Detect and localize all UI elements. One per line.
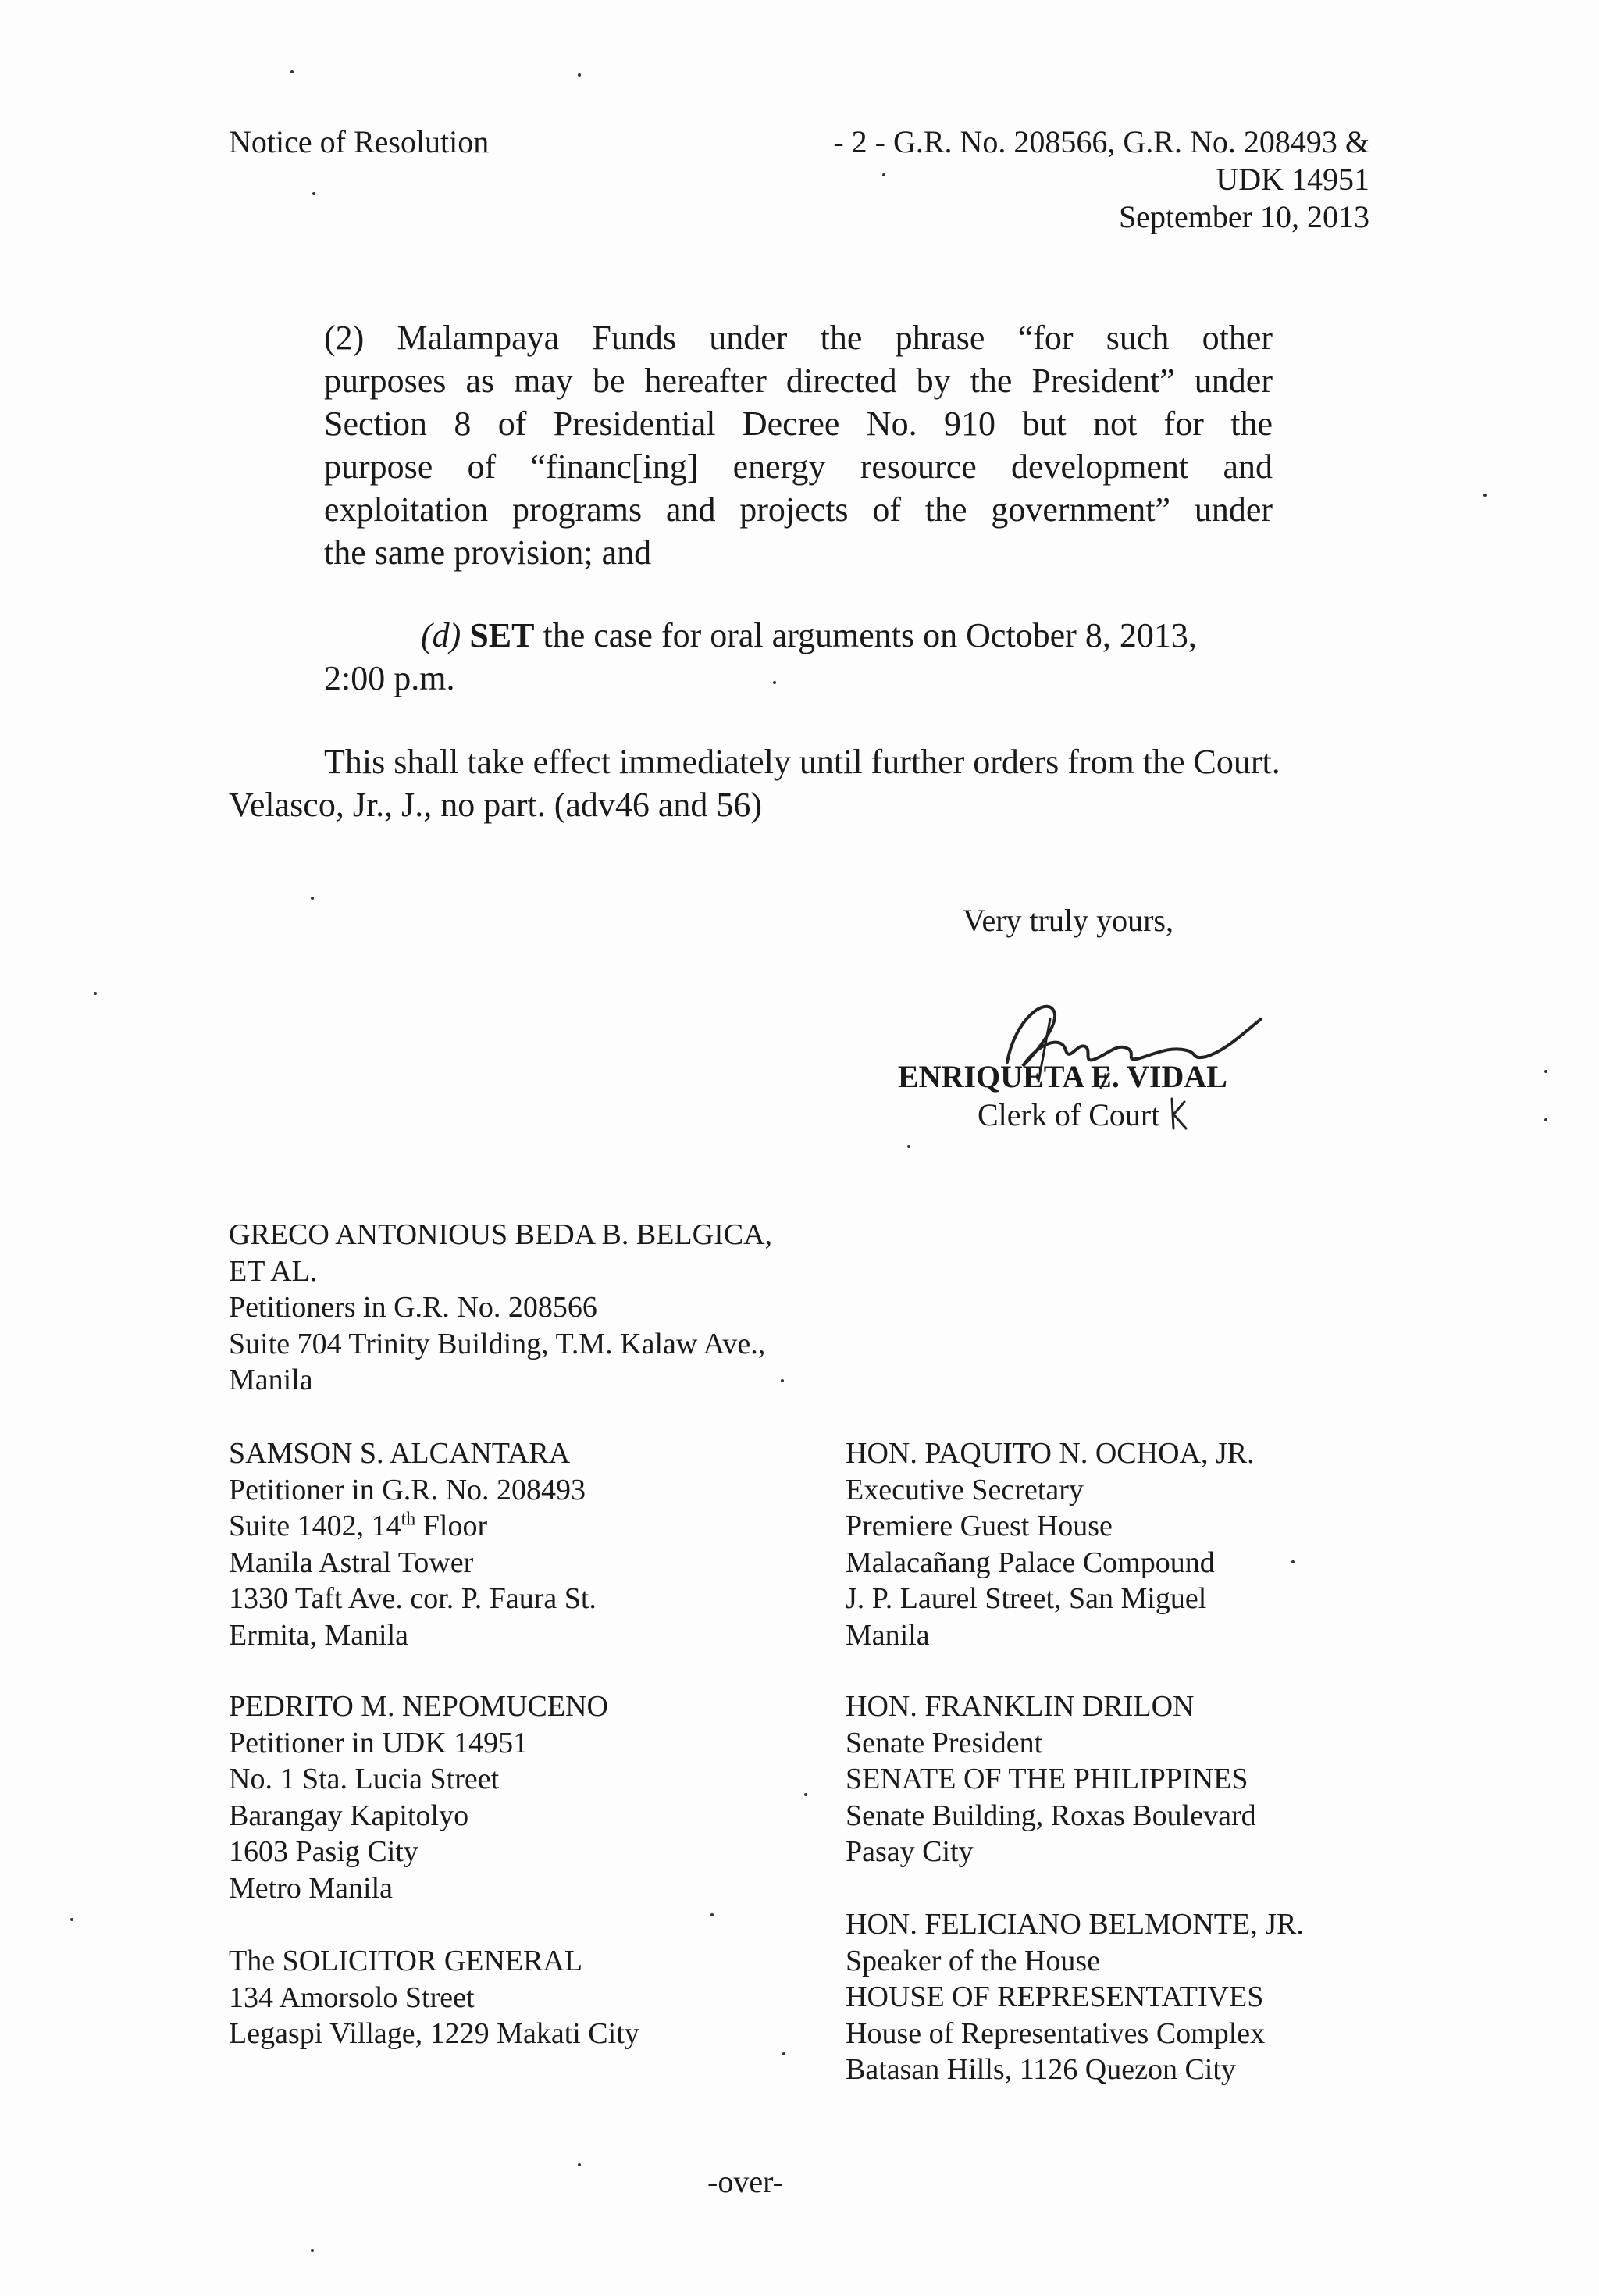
addressee-line: Manila: [229, 1364, 313, 1396]
addressee-drilon: [846, 1688, 1256, 1870]
effect-paragraph: [229, 740, 1373, 826]
scan-speck: [1544, 1118, 1547, 1121]
addressee-line: Metro Manila: [229, 1871, 394, 1905]
addressee-line: Senate Building, Roxas Boulevard: [846, 1799, 1256, 1832]
header-date: September 10, 2013: [1118, 199, 1369, 234]
paragraph-line: the same provision; and: [324, 533, 652, 572]
addressee-line: Ermita, Manila: [229, 1618, 409, 1652]
addressee-alcantara: [229, 1435, 597, 1653]
addressee-solicitor-general: [229, 1943, 639, 2052]
scan-speck: [70, 1918, 73, 1921]
floor-ordinal-suffix: th: [401, 1509, 416, 1530]
order-time: 2:00 p.m.: [324, 659, 455, 697]
addressee-ochoa: [846, 1435, 1255, 1653]
addressee-line: The SOLICITOR GENERAL: [229, 1945, 583, 1977]
scan-speck: [1483, 494, 1487, 497]
scan-speck: [907, 1145, 910, 1148]
addressee-line: Petitioner in UDK 14951: [229, 1726, 529, 1759]
addressee-line: HON. FRANKLIN DRILON: [846, 1690, 1195, 1723]
addressee-line: Manila Astral Tower: [229, 1546, 474, 1579]
order-keyword: SET: [469, 616, 535, 654]
order-set-oral-arguments: [324, 614, 1197, 700]
addressee-line: HON. FELICIANO BELMONTE, JR.: [846, 1908, 1304, 1941]
addressee-line: [229, 1508, 597, 1545]
scan-speck: [311, 897, 314, 900]
addressee-line: SENATE OF THE PHILIPPINES: [846, 1763, 1248, 1795]
header-udk-number: UDK 14951: [1216, 162, 1369, 197]
addressee-line: HON. PAQUITO N. OCHOA, JR.: [846, 1437, 1255, 1470]
signatory-name: ENRIQUETA E. VIDAL: [898, 1059, 1227, 1094]
addressee-line: Petitioners in G.R. No. 208566: [229, 1291, 597, 1324]
scan-speck: [804, 1793, 807, 1796]
addressee-belgica: [229, 1217, 772, 1399]
addressee-line: SAMSON S. ALCANTARA: [229, 1437, 571, 1470]
addressee-line: GRECO ANTONIOUS BEDA B. BELGICA,: [229, 1218, 773, 1251]
scan-speck: [578, 2163, 581, 2166]
addressee-line: 134 Amorsolo Street: [229, 1980, 475, 2014]
scan-speck: [1291, 1560, 1295, 1563]
scan-speck: [1544, 1070, 1547, 1073]
addressee-line: Pasay City: [846, 1835, 974, 1868]
header-case-info: [833, 123, 1369, 236]
addressee-line: HOUSE OF REPRESENTATIVES: [846, 1980, 1264, 2013]
addressee-line: Premiere Guest House: [846, 1510, 1113, 1542]
header-case-numbers: - 2 - G.R. No. 208566, G.R. No. 208493 &: [833, 124, 1369, 159]
scan-speck: [781, 1379, 784, 1382]
order-marker: (d): [421, 616, 461, 654]
addressee-line: Barangay Kapitolyo: [229, 1799, 469, 1832]
addressee-belmonte: [846, 1906, 1304, 2088]
signatory-title: [978, 1096, 1191, 1134]
addressee-line: Suite 704 Trinity Building, T.M. Kalaw Ave.,: [229, 1327, 766, 1360]
scan-speck: [290, 70, 294, 73]
addressee-line: 1603 Pasig City: [229, 1835, 418, 1868]
scan-speck: [312, 192, 315, 195]
scan-speck: [311, 2249, 314, 2252]
page-footer-over: -over-: [707, 2164, 783, 2199]
suite-number: Suite 1402, 14: [229, 1510, 401, 1542]
scan-speck: [94, 992, 97, 995]
addressee-line: No. 1 Sta. Lucia Street: [229, 1763, 500, 1795]
addressee-line: House of Representatives Complex: [846, 2016, 1266, 2050]
addressee-line: Malacañang Palace Compound: [846, 1546, 1215, 1579]
addressee-line: Petitioner in G.R. No. 208493: [229, 1473, 586, 1506]
paragraph-line: purpose of “financ[ing] energy resource development and: [324, 447, 1273, 486]
scan-speck: [578, 73, 581, 77]
addressee-line: Legaspi Village, 1229 Makati City: [229, 2017, 639, 2050]
addressee-line: J. P. Laurel Street, San Miguel: [846, 1582, 1207, 1615]
addressee-line: Manila: [846, 1618, 930, 1652]
addressee-line: Senate President: [846, 1726, 1043, 1759]
floor-word: Floor: [415, 1510, 488, 1542]
addressee-line: ET AL.: [229, 1254, 318, 1288]
scan-speck: [782, 2052, 785, 2055]
scan-speck: [773, 681, 776, 684]
addressee-line: Batasan Hills, 1126 Quezon City: [846, 2053, 1236, 2086]
scan-speck: [710, 1913, 714, 1916]
paragraph-line: purposes as may be hereafter directed by the President” under: [324, 362, 1273, 400]
paragraph-line: (2) Malampaya Funds under the phrase “for such other: [324, 319, 1273, 357]
addressee-nepomuceno: [229, 1688, 608, 1906]
paragraph-line: Section 8 of Presidential Decree No. 910 but not for the: [324, 405, 1273, 443]
paragraph-line: exploitation programs and projects of the government” under: [324, 490, 1273, 529]
order-text: the case for oral arguments on October 8, 2013,: [534, 616, 1197, 654]
closing-salutation: Very truly yours,: [963, 903, 1173, 938]
addressee-line: PEDRITO M. NEPOMUCENO: [229, 1690, 608, 1723]
effect-line: This shall take effect immediately until further orders from the Court.: [324, 743, 1280, 781]
addressee-line: Speaker of the House: [846, 1944, 1101, 1977]
header-title: Notice of Resolution: [229, 124, 490, 159]
signatory-title-text: Clerk of Court: [978, 1097, 1160, 1132]
effect-line: Velasco, Jr., J., no part. (adv46 and 56): [229, 786, 763, 824]
paragraph-malampaya-funds: [324, 316, 1273, 574]
addressee-line: Executive Secretary: [846, 1473, 1084, 1506]
scan-speck: [882, 173, 885, 176]
initials-mark: [1167, 1096, 1191, 1132]
addressee-line: 1330 Taft Ave. cor. P. Faura St.: [229, 1582, 597, 1615]
